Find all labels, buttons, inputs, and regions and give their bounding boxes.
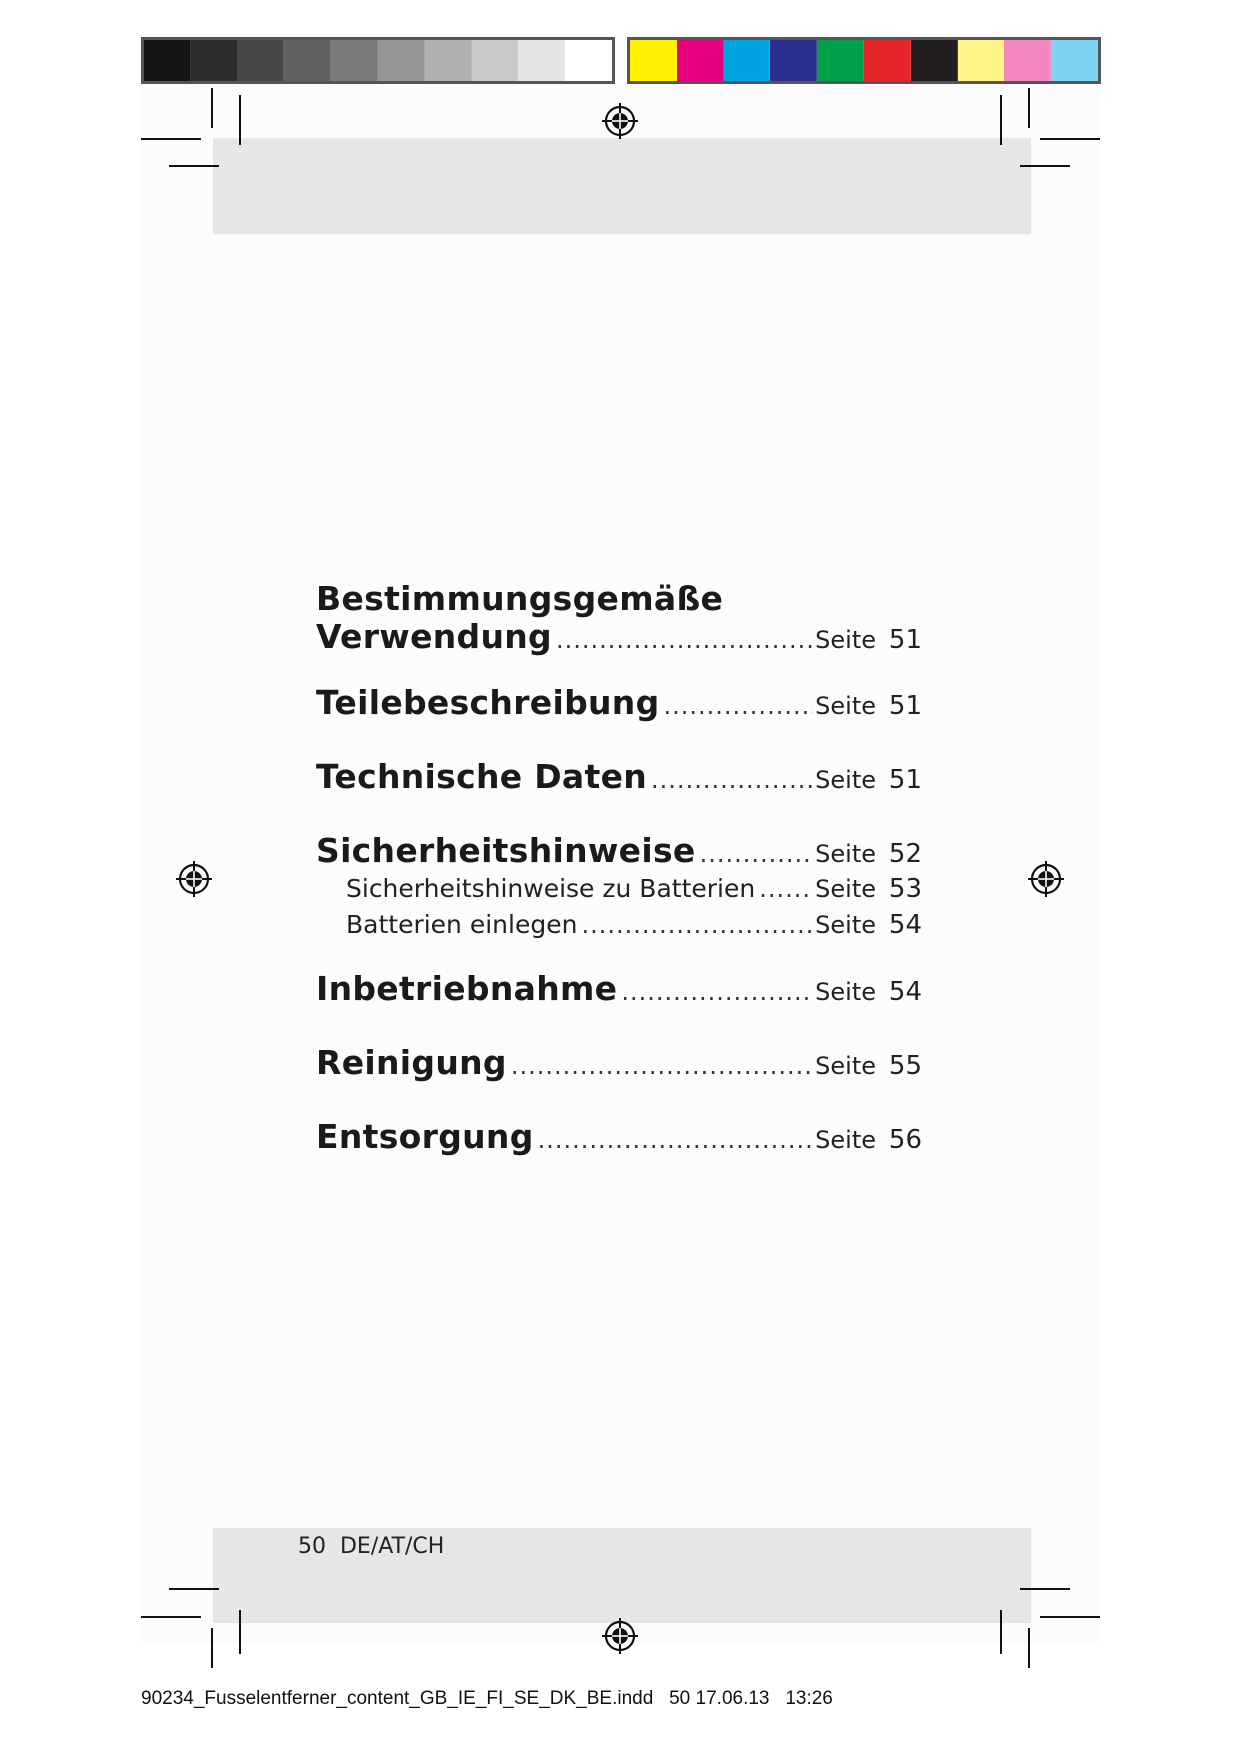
toc-entry-title-line1: Bestimmungsgemäße: [316, 579, 724, 618]
crop-mark: [1028, 88, 1030, 128]
color-swatch: [677, 40, 724, 81]
toc-entry-title: Reinigung: [316, 1043, 507, 1082]
color-swatch: [472, 40, 519, 81]
crop-mark: [1040, 1616, 1100, 1618]
crop-mark: [169, 165, 219, 167]
color-swatch: [630, 40, 677, 81]
registration-mark-icon: [600, 1616, 640, 1656]
toc-seite-label: Seite: [815, 1052, 876, 1080]
toc-entry[interactable]: [316, 758, 922, 796]
page-folio: 50 DE/AT/CH: [298, 1534, 445, 1559]
header-band: [213, 138, 1031, 234]
crop-mark: [169, 1588, 219, 1590]
color-swatch: [1004, 40, 1051, 81]
toc-entry[interactable]: [316, 970, 922, 1008]
color-swatch: [238, 40, 285, 81]
toc-subentry[interactable]: [316, 874, 922, 904]
toc-leader-dots: [759, 875, 813, 903]
toc-page-number: 54: [888, 977, 922, 1007]
toc-seite-label: Seite: [815, 626, 876, 654]
toc-leader-dots: [664, 692, 814, 720]
color-swatch: [958, 40, 1005, 81]
table-of-contents: [316, 580, 922, 1156]
registration-mark-icon: [600, 101, 640, 141]
toc-subentry-title: Sicherheitshinweise zu Batterien: [346, 874, 756, 903]
crop-mark: [141, 138, 201, 140]
toc-entry-title: Technische Daten: [316, 757, 648, 796]
toc-entry[interactable]: [316, 580, 922, 656]
toc-page-number: 51: [888, 765, 922, 795]
color-swatch: [425, 40, 472, 81]
toc-leader-dots: [651, 766, 813, 794]
crop-mark: [239, 95, 241, 145]
registration-mark-icon: [174, 859, 214, 899]
color-swatch: [284, 40, 331, 81]
toc-page-number: 56: [888, 1125, 922, 1155]
toc-leader-dots: [556, 626, 813, 654]
toc-subentry[interactable]: [316, 910, 922, 940]
color-swatch: [518, 40, 565, 81]
toc-entry[interactable]: [316, 1118, 922, 1156]
toc-leader-dots: [621, 978, 813, 1006]
crop-mark: [1020, 1588, 1070, 1590]
crop-mark: [211, 88, 213, 128]
crop-mark: [1040, 138, 1100, 140]
toc-leader-dots: [700, 840, 814, 868]
toc-entry-title: Verwendung: [316, 617, 552, 656]
color-swatch: [1051, 40, 1098, 81]
toc-entry-title: Sicherheitshinweise: [316, 831, 696, 870]
toc-seite-label: Seite: [815, 978, 876, 1006]
toc-page-number: 53: [888, 874, 922, 904]
print-slug: 90234_Fusselentferner_content_GB_IE_FI_SE_DK_BE.indd 50 17.06.13 13:26: [141, 1688, 833, 1709]
crop-mark: [1028, 1628, 1030, 1668]
toc-subentry-title: Batterien einlegen: [346, 910, 578, 939]
toc-entry-title: Inbetriebnahme: [316, 969, 618, 1008]
toc-entry[interactable]: [316, 684, 922, 722]
color-swatch: [817, 40, 864, 81]
toc-entry-title: Entsorgung: [316, 1117, 534, 1156]
color-bar: [627, 37, 1101, 84]
color-swatch: [331, 40, 378, 81]
toc-seite-label: Seite: [815, 692, 876, 720]
crop-mark: [1000, 1610, 1002, 1654]
crop-mark: [1020, 165, 1070, 167]
toc-leader-dots: [538, 1126, 814, 1154]
toc-seite-label: Seite: [815, 911, 876, 939]
toc-page-number: 52: [888, 839, 922, 869]
toc-page-number: 51: [888, 625, 922, 655]
color-swatch: [724, 40, 771, 81]
toc-seite-label: Seite: [815, 1126, 876, 1154]
color-swatch: [770, 40, 817, 81]
color-swatch: [565, 40, 612, 81]
toc-leader-dots: [511, 1052, 813, 1080]
toc-entry[interactable]: [316, 1044, 922, 1082]
color-swatch: [144, 40, 191, 81]
toc-page-number: 51: [888, 691, 922, 721]
toc-entry[interactable]: [316, 832, 922, 940]
color-swatch: [864, 40, 911, 81]
color-swatch: [911, 40, 958, 81]
crop-mark: [141, 1616, 201, 1618]
toc-entry-title: Teilebeschreibung: [316, 683, 660, 722]
color-swatch: [191, 40, 238, 81]
toc-seite-label: Seite: [815, 766, 876, 794]
grayscale-bar: [141, 37, 615, 84]
crop-mark: [211, 1628, 213, 1668]
color-swatch: [378, 40, 425, 81]
toc-page-number: 54: [888, 910, 922, 940]
toc-leader-dots: [581, 911, 813, 939]
crop-mark: [239, 1610, 241, 1654]
toc-seite-label: Seite: [815, 875, 876, 903]
toc-seite-label: Seite: [815, 840, 876, 868]
registration-mark-icon: [1026, 859, 1066, 899]
crop-mark: [1000, 95, 1002, 145]
toc-page-number: 55: [888, 1051, 922, 1081]
